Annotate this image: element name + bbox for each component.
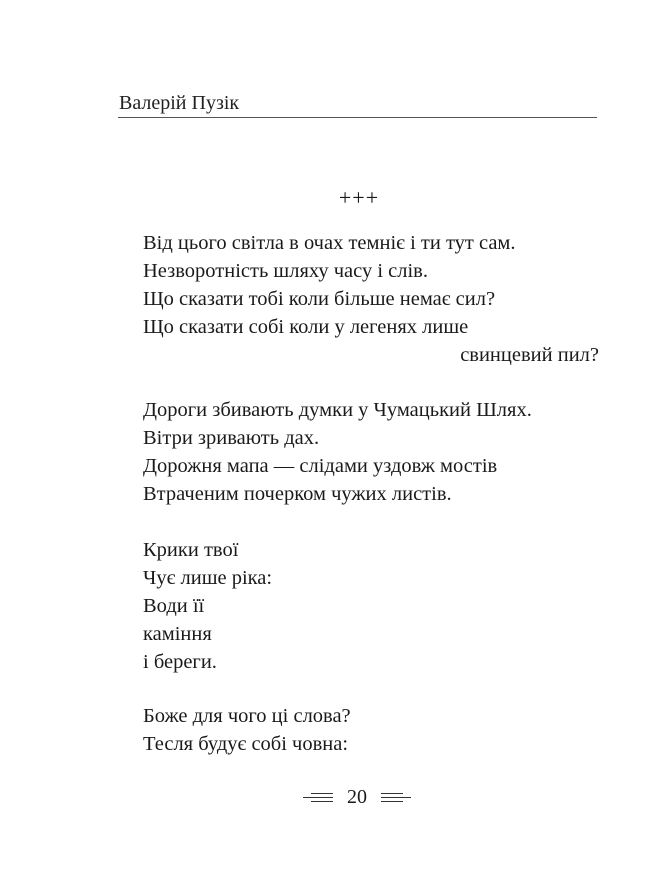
poem-line-continuation: свинцевий пил? <box>460 344 599 366</box>
poem-line: Незворотність шляху часу і слів. <box>143 260 428 282</box>
poem-line: Що сказати тобі коли більше немає сил? <box>143 288 496 310</box>
poem-line: Боже для чого ці слова? <box>143 705 351 727</box>
page-footer <box>0 784 662 810</box>
poem-line: каміння <box>143 623 212 645</box>
poem-line: Крики твої <box>143 539 239 561</box>
page-number: 20 <box>347 786 367 808</box>
stanza-3 <box>143 536 599 676</box>
poem-line: Від цього світла в очах темніє і ти тут сам. <box>143 232 516 254</box>
poem-line: Дорожня мапа — слідами уздовж мостів <box>143 455 498 477</box>
poem-line: Тесля будує собі човна: <box>143 733 349 755</box>
poem-line: Що сказати собі коли у легенях лише <box>143 316 469 338</box>
poem-line: Вітри зривають дах. <box>143 427 320 449</box>
stanza-2 <box>143 396 599 508</box>
poem-line: Води її <box>143 595 205 617</box>
footer-ornament-left <box>303 790 333 804</box>
poem-line: Дороги збивають думки у Чумацький Шлях. <box>143 399 532 421</box>
poem-title-mark: +++ <box>338 185 380 210</box>
header-rule <box>118 117 597 118</box>
footer-ornament-right <box>381 790 411 804</box>
stanza-4 <box>143 702 599 758</box>
poem-line: і береги. <box>143 651 217 673</box>
poem-line: Чує лише ріка: <box>143 567 273 589</box>
running-head-author: Валерій Пузік <box>119 92 240 114</box>
poem-line: Втраченим почерком чужих листів. <box>143 483 452 505</box>
stanza-1 <box>143 229 599 369</box>
